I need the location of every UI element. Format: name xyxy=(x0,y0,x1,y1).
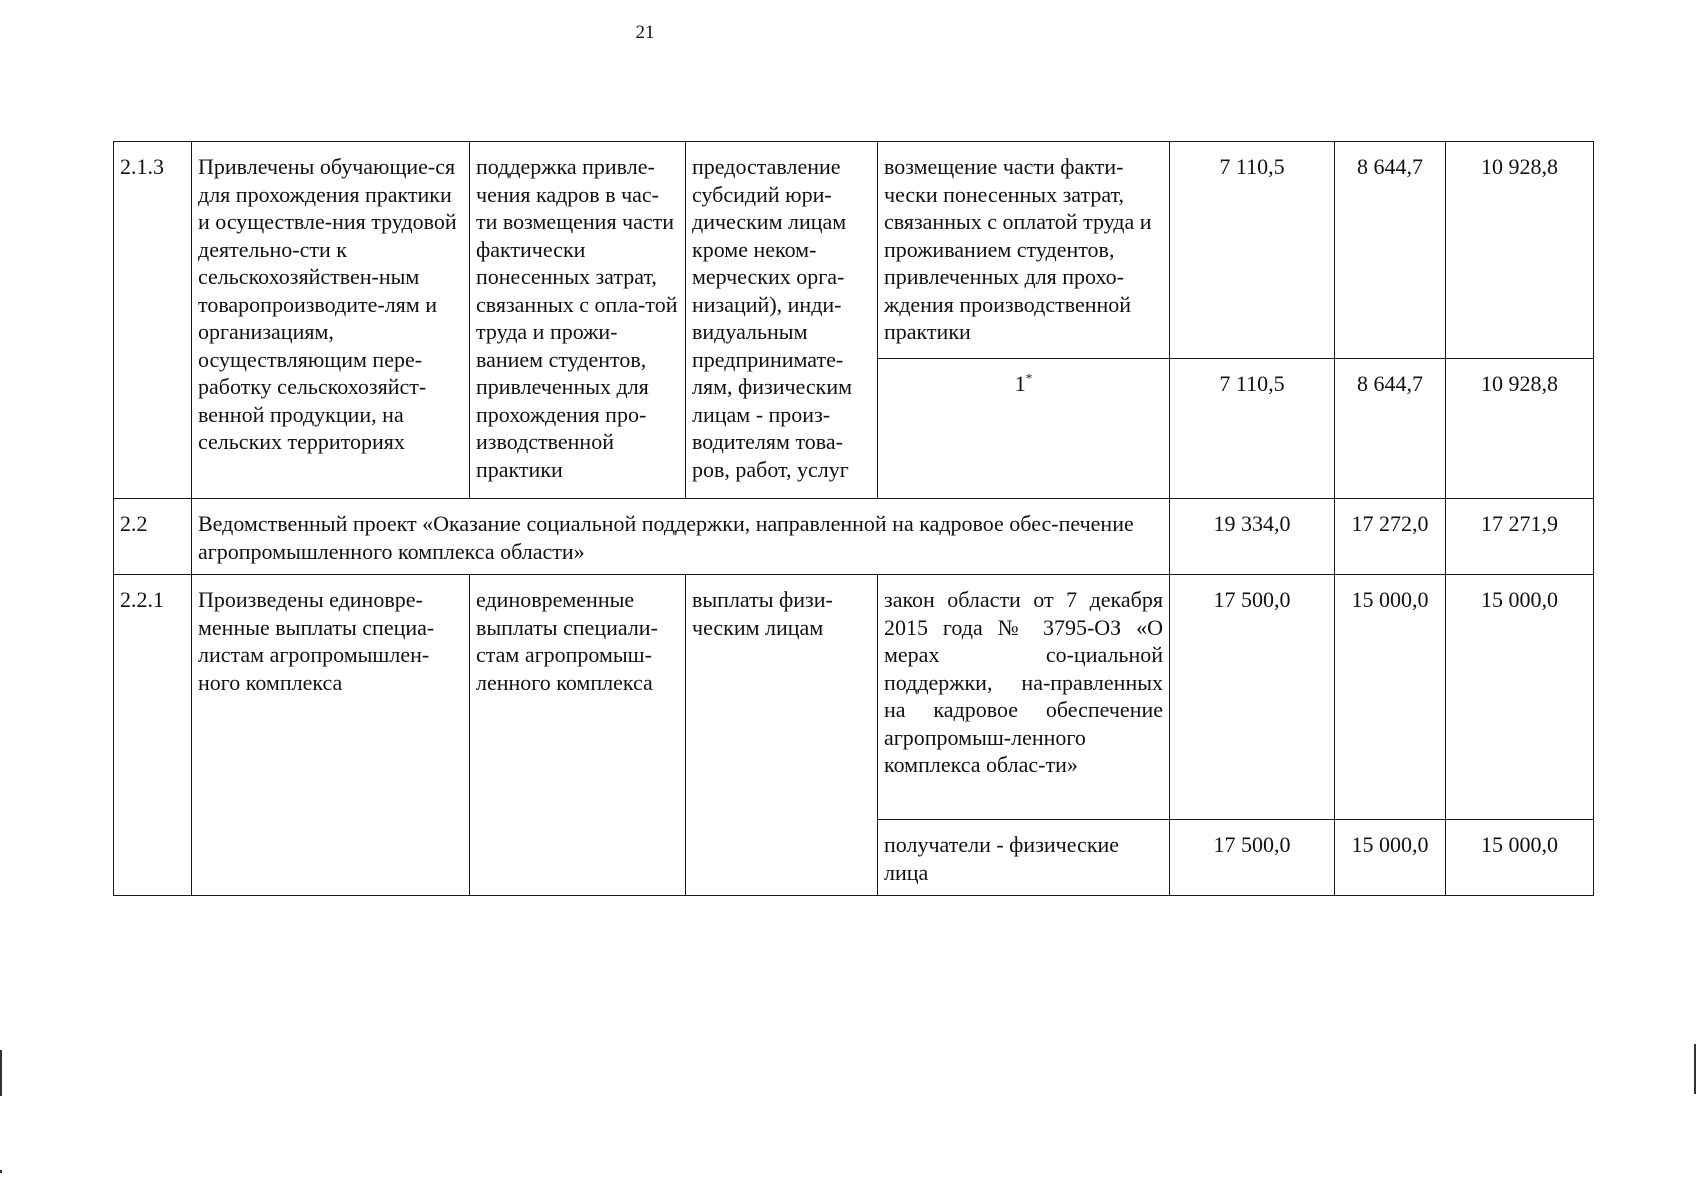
year3-value: 10 928,8 xyxy=(1446,142,1594,359)
indicator-cell: получатели - физические лица xyxy=(878,820,1170,896)
measure-cell: поддержка привле-чения кадров в час-ти возмещения части фактически понесенных затрат, связанных с опла-той труда и прожи-ванием студентов, привлеченных для прохождения про-изводственной практики xyxy=(470,142,686,499)
row-code: 2.2.1 xyxy=(114,575,192,896)
table-row xyxy=(114,142,1594,359)
year1-value: 17 500,0 xyxy=(1170,820,1335,896)
result-cell: Произведены единовре-менные выплаты специа-листам агропромышлен-ного комплекса xyxy=(192,575,470,896)
mechanism-cell: предоставление субсидий юри-дическим лицам кроме неком-мерческих орга-низаций), инди-видуальным предпринимате-лям, физическим лицам - произ-водителям това-ров, работ, услуг xyxy=(686,142,878,499)
project-title: Ведомственный проект «Оказание социальной поддержки, направленной на кадровое обес-печение агропромышленного комплекса области» xyxy=(192,499,1170,575)
indicator-cell xyxy=(878,359,1170,499)
year2-value: 15 000,0 xyxy=(1335,820,1446,896)
row-code: 2.2 xyxy=(114,499,192,575)
year2-value: 15 000,0 xyxy=(1335,575,1446,820)
table-row xyxy=(114,575,1594,820)
result-cell: Привлечены обучающие-ся для прохождения практики и осуществле-ния трудовой деятельно-сти к сельскохозяйствен-ным товаропроизводите-лям и организациям, осуществляющим пере-работку сельскохозяйст-венной продукции, на сельских территориях xyxy=(192,142,470,499)
year1-value: 7 110,5 xyxy=(1170,359,1335,499)
indicator-value: 1 xyxy=(1014,371,1026,396)
scan-mark xyxy=(0,1170,2,1173)
indicator-cell: закон области от 7 декабря 2015 года № 3795-ОЗ «О мерах со-циальной поддержки, на-правленных на кадровое обеспечение агропромыш-ленного комплекса облас-ти» xyxy=(878,575,1170,820)
year1-value: 19 334,0 xyxy=(1170,499,1335,575)
year1-value: 17 500,0 xyxy=(1170,575,1335,820)
measure-cell: единовременные выплаты специали-стам агропромыш-ленного комплекса xyxy=(470,575,686,896)
page-number: 21 xyxy=(635,22,655,43)
indicator-cell: возмещение части факти-чески понесенных затрат, связанных с оплатой труда и проживанием студентов, привлеченных для прохо-ждения производственной практики xyxy=(878,142,1170,359)
year2-value: 17 272,0 xyxy=(1335,499,1446,575)
year3-value: 10 928,8 xyxy=(1446,359,1594,499)
year3-value: 15 000,0 xyxy=(1446,820,1594,896)
mechanism-cell: выплаты физи-ческим лицам xyxy=(686,575,878,896)
year3-value: 15 000,0 xyxy=(1446,575,1594,820)
year2-value: 8 644,7 xyxy=(1335,142,1446,359)
year3-value: 17 271,9 xyxy=(1446,499,1594,575)
budget-table xyxy=(113,141,1594,896)
footnote-mark: * xyxy=(1025,370,1033,386)
scan-mark xyxy=(0,1050,2,1096)
table-row xyxy=(114,499,1594,575)
row-code: 2.1.3 xyxy=(114,142,192,499)
scan-mark xyxy=(1694,1044,1696,1094)
year2-value: 8 644,7 xyxy=(1335,359,1446,499)
year1-value: 7 110,5 xyxy=(1170,142,1335,359)
